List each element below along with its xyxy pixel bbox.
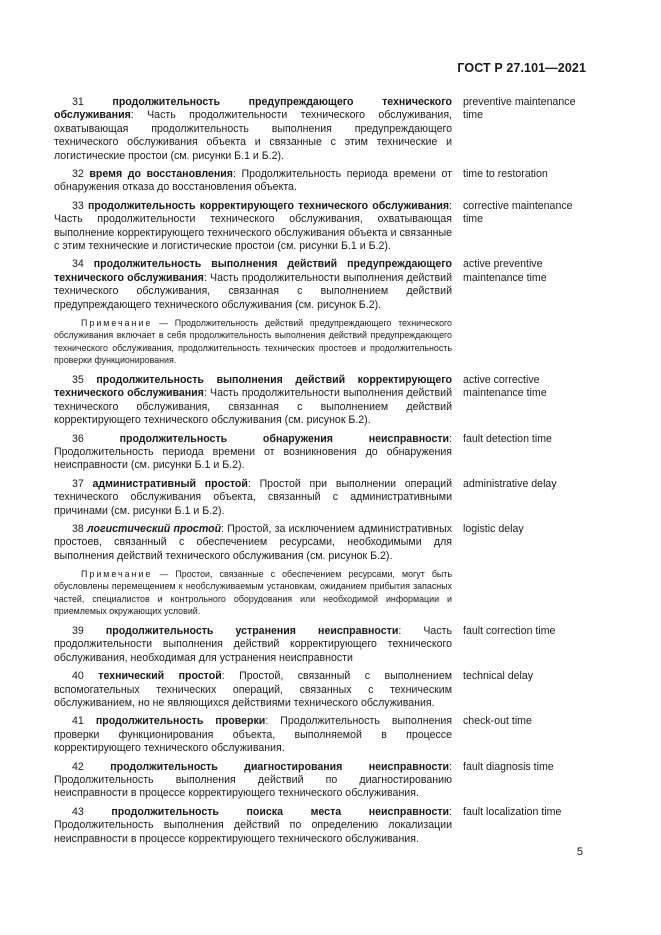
term-text: : Продолжительность периода времени от возникновения до обнаружения неисправности (см. рисунки Б.1 и Б.2).: [54, 432, 452, 472]
term-english: preventive maintenance time: [463, 96, 576, 122]
term-text: : Продолжительность выполнения действий по диагностированию неисправности в процессе корректирующего технического обслуживания.: [54, 760, 452, 800]
term-name: продолжительность диагностирования неисправности: [110, 760, 450, 773]
term-number: 38: [72, 522, 84, 535]
term-number: 37: [72, 477, 84, 490]
term-entry-36: [54, 433, 594, 473]
term-name: продолжительность устранения неисправности: [105, 625, 399, 637]
term-entry-33: [54, 200, 594, 254]
term-number: 40: [72, 670, 84, 683]
term-number: 39: [72, 625, 84, 637]
term-entry-32: [54, 168, 594, 195]
term-name: продолжительность поиска места неисправности: [111, 805, 450, 818]
term-english: fault localization time: [463, 805, 562, 818]
note-38: [54, 568, 452, 617]
term-text: : Простой при выполнении операций технического обслуживания объекта, связанный с административными причинами (см. рисунки Б.1 и Б.2).: [54, 477, 452, 517]
term-text: : Простой, за исключением административных простоев, связанный с обеспечением ресурсами, необходимыми для выполнения действий технического обслуживания (см. рисунок Б.2).: [54, 522, 452, 562]
term-number: 33: [72, 199, 84, 212]
term-definition: [54, 200, 452, 254]
term-definition: [54, 478, 452, 518]
term-number: 34: [72, 258, 84, 271]
term-entry-39: [54, 625, 594, 665]
term-text: : Часть продолжительности выполнения действий технического обслуживания, связанная с выполнением действий предупреждающего технического обслуживания (см. рисунок Б.2).: [54, 271, 452, 311]
term-text: : Часть продолжительности выполнения действий технического обслуживания, связанная с выполнением действий корректирующего технического обслуживания (см. рисунок Б.2).: [54, 387, 452, 427]
term-number: 36: [72, 432, 84, 445]
term-definition: [54, 715, 452, 755]
term-definition: [54, 523, 452, 563]
term-text: : Часть продолжительности выполнения действий корректирующего технического обслуживания, необходимая для устранения неисправности: [54, 625, 452, 664]
term-definition: [54, 374, 452, 428]
term-text: : Продолжительность выполнения проверки функционирования объекта, выполняемой в процессе корректирующего технического обслуживания.: [54, 715, 452, 755]
term-text: : Часть продолжительности технического обслуживания, охватывающая выполнение корректирующего технического обслуживания объекта и связанные с этим технические и логистические простои (см. рисунки Б.1 и Б.2).: [54, 199, 452, 253]
term-name: продолжительность выполнения действий предупреждающего технического обслуживания: [54, 258, 452, 284]
standard-header: ГОСТ Р 27.101—2021: [457, 61, 586, 75]
term-text: : Продолжительность периода времени от обнаружения отказа до восстановления объекта.: [54, 168, 452, 194]
term-entry-40: [54, 670, 594, 710]
term-number: 41: [72, 715, 84, 728]
terms-list: [54, 96, 594, 851]
term-definition: [54, 96, 452, 163]
term-definition: [54, 806, 452, 846]
term-english: time to restoration: [463, 168, 548, 181]
term-name: продолжительность выполнения действий корректирующего технического обслуживания: [54, 373, 452, 400]
term-english: technical delay: [463, 670, 534, 683]
term-number: 31: [72, 96, 84, 108]
term-english: active corrective maintenance time: [463, 373, 547, 400]
term-name: продолжительность проверки: [95, 715, 266, 728]
term-number: 43: [72, 805, 84, 818]
note-label: Примечание: [81, 318, 153, 329]
term-name: продолжительность предупреждающего технического обслуживания: [54, 96, 452, 122]
term-text: : Продолжительность выполнения действий по определению локализации неисправности в процессе корректирующего технического обслуживания.: [54, 805, 452, 845]
term-entry-38: [54, 523, 594, 563]
term-definition: [54, 761, 452, 801]
term-entry-43: [54, 806, 594, 846]
note-34: [54, 317, 452, 366]
note-text: — Продолжительность действий предупреждающего технического обслуживания включает в себя продолжительность выполнения действий предупреждающего технического обслуживания, продолжительность технических простоев и продолжительность проверки функционирования.: [54, 318, 452, 365]
term-english: active preventive maintenance time: [463, 258, 547, 284]
term-english: corrective maintenance time: [463, 199, 573, 226]
page-number: 5: [576, 846, 583, 858]
term-name: технический простой: [98, 670, 222, 683]
term-english: logistic delay: [463, 522, 524, 535]
term-english: administrative delay: [463, 477, 557, 490]
term-number: 42: [72, 760, 84, 773]
term-name: логистический простой: [87, 522, 222, 535]
term-english: fault diagnosis time: [463, 760, 554, 773]
term-definition: [54, 670, 452, 710]
term-name: продолжительность обнаружения неисправности: [119, 432, 450, 445]
term-entry-31: [54, 96, 594, 163]
note-label: Примечание: [81, 569, 153, 580]
term-definition: [54, 625, 452, 665]
term-name: время до восстановления: [89, 168, 233, 181]
term-text: : Простой, связанный с выполнением вспомогательных технических операций, связанных с техническим обслуживанием, но не являющихся действиями технического обслуживания.: [54, 670, 452, 710]
term-english: check-out time: [463, 715, 532, 728]
term-definition: [54, 258, 452, 312]
term-entry-42: [54, 761, 594, 801]
term-entry-35: [54, 374, 594, 428]
term-number: 35: [72, 373, 84, 386]
note-text: — Простои, связанные с обеспечением ресурсами, могут быть обусловлены перемещением к необслуживаемым установкам, ожиданием прибытия запасных частей, специалистов и контрольного оборудования или необходимой информации и приемлемых окружающих условий.: [54, 569, 452, 616]
term-definition: [54, 168, 452, 195]
term-entry-41: [54, 715, 594, 755]
term-english: fault detection time: [463, 432, 552, 445]
term-number: 32: [72, 168, 84, 181]
term-english: fault correction time: [463, 625, 556, 637]
term-name: административный простой: [92, 477, 248, 490]
term-definition: [54, 433, 452, 473]
term-name: продолжительность корректирующего технического обслуживания: [87, 199, 450, 212]
term-entry-34: [54, 258, 594, 312]
term-text: : Часть продолжительности технического обслуживания, охватывающая продолжительность выполнения предупреждающего технического обслуживания объекта и связанные с этим технические и логистические простои (см. рисунки Б.1 и Б.2).: [54, 109, 452, 162]
term-entry-37: [54, 478, 594, 518]
